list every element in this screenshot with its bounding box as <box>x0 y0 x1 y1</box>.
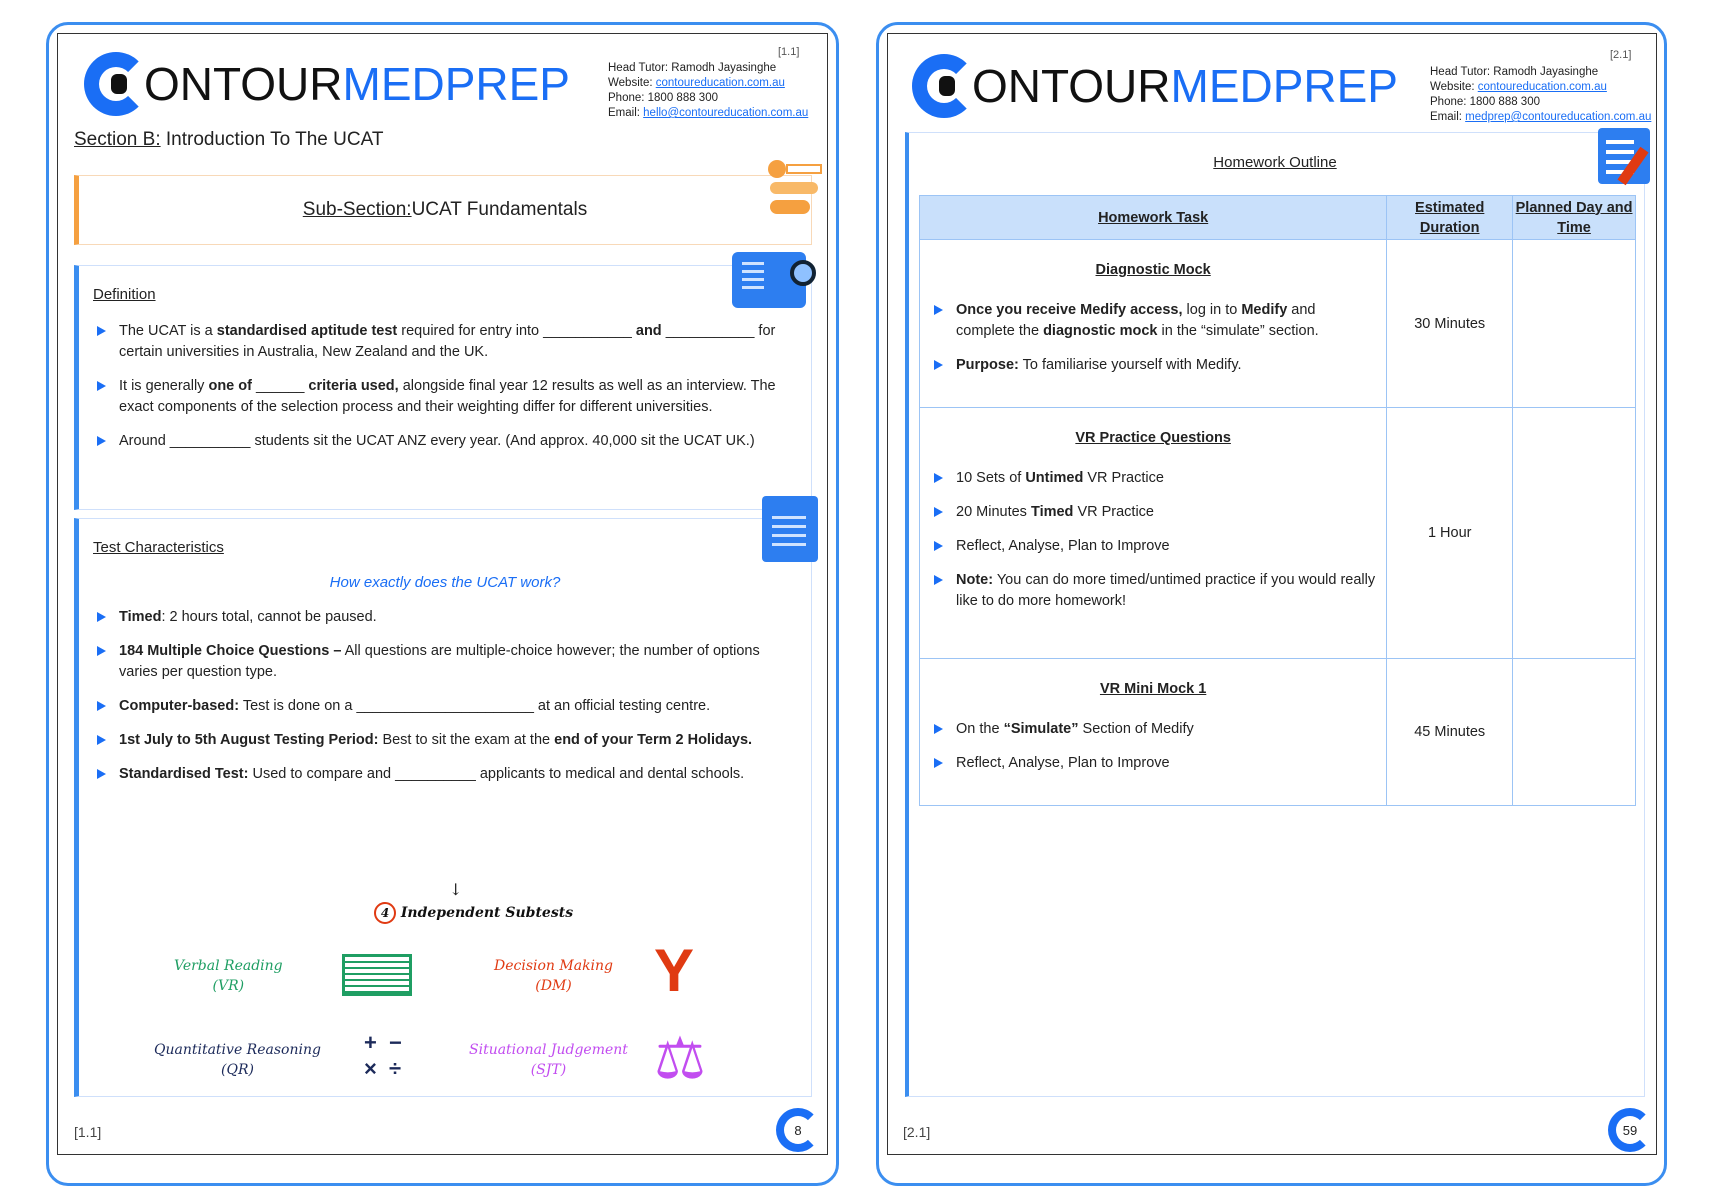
text: log in to <box>1182 302 1242 318</box>
bold-text: “Simulate” <box>1003 721 1079 737</box>
website-link[interactable]: contoureducation.com.au <box>1477 81 1607 93</box>
task-bullets <box>930 719 1376 774</box>
subtest-abbr: (VR) <box>212 978 245 994</box>
bullet-item <box>930 719 1376 740</box>
bullet-item <box>93 696 797 717</box>
text: VR Practice <box>1083 470 1164 486</box>
bullet-item <box>930 753 1376 774</box>
website-link[interactable]: contoureducation.com.au <box>655 77 785 89</box>
bold-text: Once you receive Medify access, <box>956 302 1183 318</box>
subtest-name: Situational Judgement <box>469 1042 628 1058</box>
text: and complete the <box>956 302 1316 339</box>
email-link[interactable]: hello@contoureducation.com.au <box>643 107 809 119</box>
text: : 2 hours total, cannot be paused. <box>161 609 377 625</box>
page-number: 8 <box>776 1108 820 1152</box>
bold-text: Note: <box>956 572 994 588</box>
homework-table <box>919 195 1636 806</box>
table-header-row <box>920 196 1636 240</box>
logo-text: ONTOUR <box>972 60 1171 112</box>
duration-cell: 45 Minutes <box>1387 659 1513 806</box>
subsection-box <box>74 175 812 245</box>
subtest-qr <box>154 1040 321 1080</box>
bold-text: end of your Term 2 Holidays. <box>554 732 753 748</box>
phone: Phone: 1800 888 300 <box>1430 96 1540 108</box>
website-label: Website: <box>1430 81 1475 93</box>
bold-text: standardised aptitude test <box>216 323 398 339</box>
text: 10 Sets of <box>956 470 1026 486</box>
brand-logo <box>84 52 570 116</box>
subtests-count: 4 <box>374 902 396 924</box>
task-title: VR Mini Mock 1 <box>1099 681 1207 697</box>
bullet-item <box>93 431 797 452</box>
subtests-label-group <box>374 902 573 924</box>
task-cell <box>920 408 1387 659</box>
text: in the “simulate” section. <box>1157 323 1319 339</box>
task-cell <box>920 240 1387 408</box>
logo-text: ONTOUR <box>144 58 343 110</box>
head-tutor: Head Tutor: Ramodh Jayasinghe <box>1430 66 1599 78</box>
section-prefix: Section B: <box>74 129 161 150</box>
bold-text: Untimed <box>1025 470 1084 486</box>
document-icon <box>762 496 818 562</box>
page-ref: [2.1] <box>1610 49 1632 61</box>
text: alongside final year 12 results as well as an interview. The exact components of the selection process and their weighting differ for different universities. <box>119 378 776 415</box>
logo-c-icon <box>912 54 976 118</box>
bold-text: Timed <box>119 609 162 625</box>
header-planned: Planned Day and Time <box>1513 196 1636 240</box>
phone: Phone: 1800 888 300 <box>608 92 718 104</box>
email-label: Email: <box>608 107 640 119</box>
text: VR Practice <box>1073 504 1155 520</box>
bold-text: diagnostic mock <box>1043 323 1158 339</box>
text: Around __________ students sit the UCAT ANZ every year. (And approx. 40,000 sit the UCAT UK.) <box>119 433 755 449</box>
bold-text: Computer-based: <box>119 698 240 714</box>
definition-box <box>74 265 812 510</box>
subtest-abbr: (QR) <box>221 1062 254 1078</box>
text: Reflect, Analyse, Plan to Improve <box>956 538 1170 554</box>
bold-text: one of <box>208 378 252 394</box>
bullet-item <box>930 536 1376 557</box>
planned-cell[interactable] <box>1513 240 1636 408</box>
bold-text: Timed <box>1030 504 1074 520</box>
subtest-abbr: (SJT) <box>530 1062 567 1078</box>
subtests-diagram <box>74 880 812 1100</box>
logo-c-icon <box>84 52 148 116</box>
subtest-name: Verbal Reading <box>174 958 283 974</box>
scales-icon: ⚖ <box>654 1026 706 1091</box>
contact-block <box>608 61 808 121</box>
subtests-label: Independent Subtests <box>400 905 574 921</box>
bullet-item <box>93 730 797 751</box>
open-book-icon <box>342 954 412 996</box>
bold-text: Standardised Test: <box>119 766 249 782</box>
header-duration: Estimated Duration <box>1387 196 1513 240</box>
arrow-down-icon: ↓ <box>449 880 463 899</box>
brand-logo <box>912 54 1398 118</box>
subtest-name: Quantitative Reasoning <box>154 1042 321 1058</box>
subsection-name: UCAT Fundamentals <box>411 199 588 220</box>
bold-text: and <box>635 323 662 339</box>
table-row <box>920 408 1636 659</box>
text: The UCAT is a <box>119 323 217 339</box>
fork-road-icon: Y <box>654 937 695 1004</box>
task-bullets <box>930 300 1376 376</box>
bold-text: 1st July to 5th August Testing Period: <box>119 732 379 748</box>
subtest-sjt <box>469 1040 628 1080</box>
logo-text-accent: MEDPREP <box>1170 60 1398 112</box>
text: On the <box>956 721 1004 737</box>
bullet-item <box>930 468 1376 489</box>
planned-cell[interactable] <box>1513 408 1636 659</box>
book-search-icon <box>732 250 822 312</box>
text: required for entry into ___________ <box>397 323 636 339</box>
bullet-item <box>93 376 797 418</box>
text: ___________ for certain universities in Australia, New Zealand and the UK. <box>119 323 776 360</box>
homework-outline-title: Homework Outline <box>1213 154 1337 171</box>
duration-cell: 30 Minutes <box>1387 240 1513 408</box>
subtest-name: Decision Making <box>494 958 614 974</box>
bullet-item <box>930 300 1376 342</box>
bold-text: Medify <box>1241 302 1288 318</box>
task-title: VR Practice Questions <box>1075 430 1231 446</box>
header-task: Homework Task <box>920 196 1387 240</box>
math-operators-icon: + − × ÷ <box>364 1030 402 1081</box>
toggle-decoration-icon <box>768 158 828 218</box>
head-tutor: Head Tutor: Ramodh Jayasinghe <box>608 62 777 74</box>
characteristics-heading: Test Characteristics <box>93 539 224 556</box>
text: You can do more timed/untimed practice if you would really like to do more homework! <box>956 572 1376 609</box>
contact-block <box>1430 65 1651 125</box>
table-row <box>920 659 1636 806</box>
subsection-prefix: Sub-Section: <box>302 199 412 220</box>
text: Test is done on a ______________________ at an official testing centre. <box>239 698 711 714</box>
definition-list <box>93 321 797 452</box>
bullet-item <box>93 641 797 683</box>
task-cell <box>920 659 1387 806</box>
text: 20 Minutes <box>956 504 1031 520</box>
bold-text: criteria used, <box>308 378 399 394</box>
bullet-item <box>930 355 1376 376</box>
text: Section of Medify <box>1078 721 1194 737</box>
text: Used to compare and __________ applicants to medical and dental schools. <box>248 766 745 782</box>
section-name: Introduction To The UCAT <box>160 129 384 150</box>
text: Reflect, Analyse, Plan to Improve <box>956 755 1170 771</box>
bullet-item <box>93 764 797 785</box>
logo-text-accent: MEDPREP <box>342 58 570 110</box>
characteristics-list <box>93 607 797 785</box>
text: All questions are multiple-choice however; the number of options varies per question type. <box>119 643 760 680</box>
page-ref: [1.1] <box>778 46 800 58</box>
section-title <box>74 129 383 151</box>
table-row <box>920 240 1636 408</box>
subtest-abbr: (DM) <box>535 978 572 994</box>
definition-heading: Definition <box>93 286 156 303</box>
text: To familiarise yourself with Medify. <box>1018 357 1242 373</box>
planned-cell[interactable] <box>1513 659 1636 806</box>
text: Best to sit the exam at the <box>378 732 555 748</box>
page-number: 59 <box>1608 1108 1652 1152</box>
guiding-question: How exactly does the UCAT work? <box>329 574 561 591</box>
bullet-item <box>93 607 797 628</box>
email-label: Email: <box>1430 111 1462 123</box>
bold-text: Purpose: <box>956 357 1019 373</box>
email-link[interactable]: medprep@contoureducation.com.au <box>1465 111 1652 123</box>
subtest-dm <box>494 956 613 996</box>
website-label: Website: <box>608 77 653 89</box>
task-bullets <box>930 468 1376 612</box>
bullet-item <box>930 570 1376 612</box>
footer-ref: [1.1] <box>74 1124 102 1140</box>
footer-ref: [2.1] <box>903 1124 931 1140</box>
subtest-vr <box>174 956 283 996</box>
bold-text: 184 Multiple Choice Questions – <box>119 643 342 659</box>
duration-cell: 1 Hour <box>1387 408 1513 659</box>
text: It is generally <box>119 378 209 394</box>
text: ______ <box>251 378 309 394</box>
bullet-item <box>930 502 1376 523</box>
task-title: Diagnostic Mock <box>1095 262 1211 278</box>
bullet-item <box>93 321 797 363</box>
